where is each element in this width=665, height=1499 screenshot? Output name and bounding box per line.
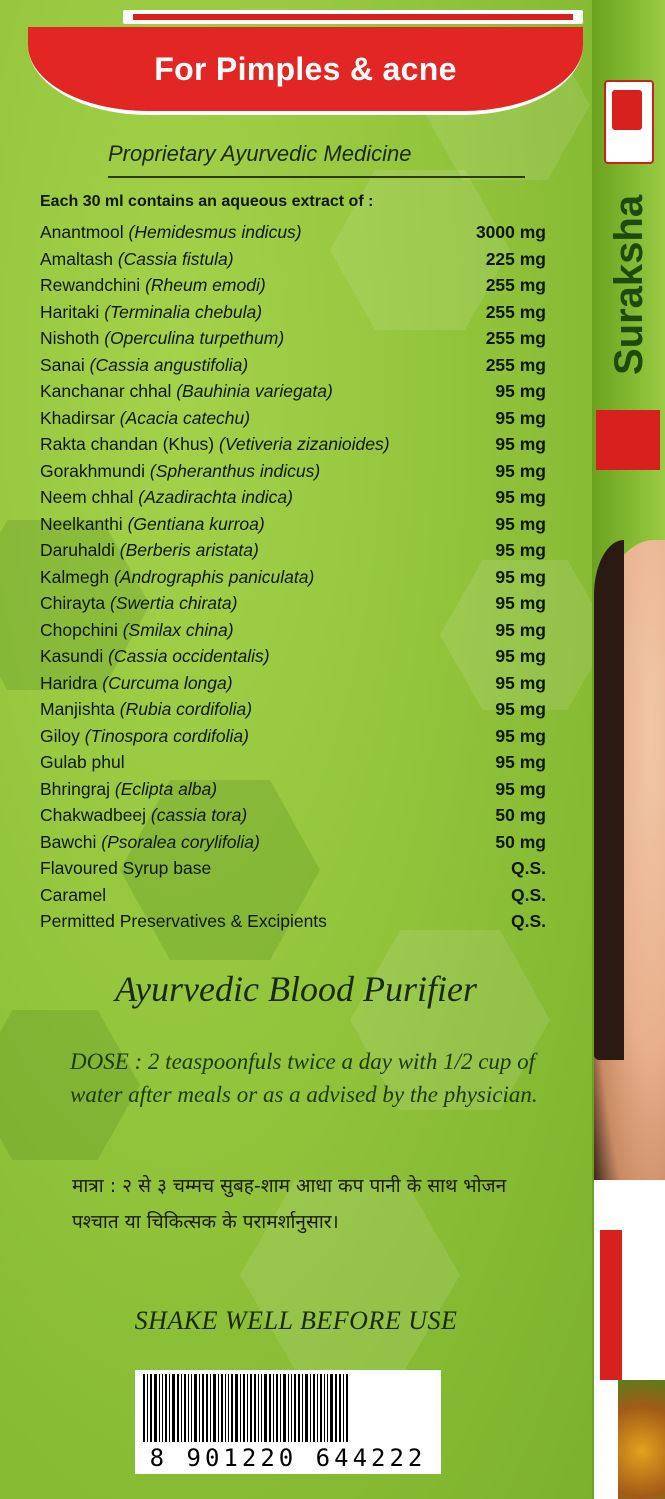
ingredient-quantity: 95 mg [495,646,546,666]
ingredient-quantity: 95 mg [495,699,546,719]
barcode-bar [298,1374,300,1442]
ingredient-row [40,328,546,355]
ingredient-latin-name: (Psoralea corylifolia) [101,831,260,852]
barcode-bar [264,1374,267,1442]
dose-instructions: DOSE : 2 teaspoonfuls twice a day with 1/2 cup of water after meals or as a advised by the physician. [70,1049,538,1107]
barcode-bar [188,1374,189,1442]
ingredient-name [40,381,333,402]
barcode-bar [154,1374,157,1442]
herbs-image [618,1380,665,1499]
ingredient-row [40,620,546,647]
ingredient-common-name: Nishoth [40,328,105,348]
ingredient-latin-name: (Rheum emodi) [145,275,266,295]
barcode-bar [317,1374,318,1442]
ingredient-name [40,593,237,614]
barcode-bar [305,1374,308,1442]
ingredient-common-name: Kanchanar chhal [40,381,177,401]
ingredient-latin-name: (Cassia angustifolia) [89,354,249,375]
ingredient-name [40,646,270,667]
barcode-bar [261,1374,262,1442]
ingredient-latin-name: (Cassia occidentalis) [108,646,270,666]
barcode-bar [335,1374,337,1442]
barcode-bar [250,1374,252,1442]
ingredient-common-name: Haritaki [40,301,105,322]
ingredient-latin-name: (Operculina turpethum) [104,328,285,348]
ingredient-common-name: Chakwadbeej [40,805,151,825]
ingredient-row [40,646,546,673]
brand-logo [604,80,654,164]
ingredient-common-name: Neelkanthi [40,513,128,534]
ingredient-name [40,355,248,376]
model-face-image [594,540,665,1180]
ingredient-name [40,408,250,429]
barcode-bar [343,1374,344,1442]
ingredient-common-name: Khadirsar [40,407,120,428]
ingredient-quantity: 225 mg [485,248,546,269]
ingredient-common-name: Gulab phul [40,752,125,772]
ingredient-row [40,832,546,859]
top-band [123,10,583,24]
barcode-bar [202,1374,204,1442]
ingredient-quantity: 95 mg [495,434,546,454]
barcode-bar [254,1374,256,1442]
ingredient-quantity: 95 mg [495,593,546,613]
ingredient-quantity: 95 mg [495,778,546,799]
barcode-bar [288,1374,289,1442]
ingredient-quantity: 95 mg [495,752,546,772]
ingredient-name [40,514,265,535]
barcode-bar [330,1374,333,1442]
ingredient-quantity: 95 mg [495,487,546,507]
barcode-bar [147,1374,148,1442]
ingredient-latin-name: (Tinospora cordifolia) [84,725,249,746]
ingredient-name [40,726,249,747]
ingredient-latin-name: (Azadirachta indica) [138,487,293,507]
barcode [135,1370,441,1474]
barcode-bar [247,1374,248,1442]
ingredient-row [40,275,546,302]
ingredient-row [40,381,546,408]
ingredient-name [40,620,234,641]
ingredient-quantity: 95 mg [495,513,546,534]
barcode-bar [240,1374,241,1442]
ingredient-latin-name: (Berberis aristata) [119,540,259,560]
ingredient-common-name: Permitted Preservatives & Excipients [40,911,327,931]
ingredient-quantity: 255 mg [485,301,546,322]
barcode-bar [162,1374,163,1442]
barcode-bar [191,1374,192,1442]
ingredient-name [40,673,233,694]
ingredient-quantity: 255 mg [485,275,546,295]
barcode-bar [235,1374,238,1442]
ingredient-name [40,275,266,296]
barcode-bar [143,1374,145,1442]
product-subtitle: Proprietary Ayurvedic Medicine [108,141,412,166]
ingredient-name [40,302,262,323]
ingredient-row [40,540,546,567]
barcode-bar [225,1374,226,1442]
barcode-bar [169,1374,170,1442]
ingredient-row [40,752,546,779]
barcode-bar [273,1374,274,1442]
ingredient-name [40,699,252,720]
ingredient-latin-name: (Curcuma longa) [102,672,233,693]
ingredient-name [40,752,125,773]
ingredient-common-name: Anantmool [40,222,129,242]
ingredient-row [40,408,546,435]
ingredient-row [40,911,546,938]
ingredient-quantity: 95 mg [495,619,546,640]
ingredient-name [40,461,320,482]
ingredient-quantity: Q.S. [510,884,546,905]
ingredient-common-name: Daruhaldi [40,540,120,560]
ingredient-name [40,567,314,588]
ingredient-quantity: 95 mg [495,460,546,481]
ingredient-latin-name: (Andrographis paniculata) [113,566,315,587]
ingredient-latin-name: (Swertia chirata) [110,593,238,613]
ingredient-common-name: Bawchi [40,831,102,852]
barcode-bar [184,1374,186,1442]
ingredient-row [40,673,546,700]
ingredient-common-name: Flavoured Syrup base [40,858,212,878]
barcode-bar [294,1374,296,1442]
barcode-bar [172,1374,175,1442]
ingredient-common-name: Manjishta [40,699,120,719]
ingredient-common-name: Chirayta [40,593,111,613]
ingredient-latin-name: (Terminalia chebula) [104,301,263,322]
ingredient-row [40,302,546,329]
ingredient-row [40,487,546,514]
ingredient-quantity: 95 mg [495,672,546,693]
ingredient-name [40,858,211,879]
barcode-bar [213,1374,216,1442]
ingredient-row [40,699,546,726]
subtitle-underline [108,176,525,178]
barcode-bar [231,1374,233,1442]
ingredient-latin-name: (Vetiveria zizanioides) [219,434,390,454]
side-brand-name: Suraksha [607,194,651,376]
ingredient-name [40,805,247,826]
ingredient-latin-name: (Rubia cordifolia) [119,699,253,719]
barcode-bars [143,1374,433,1442]
ingredient-common-name: Gorakhmundi [40,460,150,481]
ingredient-quantity: 95 mg [495,407,546,428]
ingredient-common-name: Chopchini [40,619,123,640]
barcode-bar [327,1374,328,1442]
ingredient-common-name: Rakta chandan (Khus) [40,434,219,454]
barcode-bar [269,1374,271,1442]
ingredient-name [40,911,327,932]
ingredient-quantity: 95 mg [495,540,546,560]
ingredient-common-name: Giloy [40,725,85,746]
ingredient-quantity: 95 mg [495,566,546,587]
dose-instructions-hindi: मात्रा : २ से ३ चम्मच सुबह-शाम आधा कप पानी के साथ भोजन पश्चात या चिकित्सक के परामर्शानुसार। [72,1175,507,1233]
side-red-label [596,410,660,470]
ingredient-latin-name: (Spheranthus indicus) [149,460,321,481]
ingredient-common-name: Kalmegh [40,566,114,587]
ingredient-latin-name: (Eclipta alba) [114,778,218,799]
barcode-number: 8 901220 644222 [149,1444,427,1472]
ingredient-name [40,779,217,800]
ingredient-name [40,540,259,561]
ingredient-common-name: Rewandchini [40,275,146,295]
ingredient-latin-name: (Acacia catechu) [119,407,251,428]
barcode-bar [199,1374,200,1442]
ingredient-common-name: Kasundi [40,646,109,666]
ingredient-name [40,487,293,508]
barcode-bar [194,1374,197,1442]
ingredient-quantity: 95 mg [495,381,546,401]
ingredient-name [40,885,106,906]
ingredient-row [40,434,546,461]
contains-heading: Each 30 ml contains an aqueous extract of : [40,193,374,210]
ingredient-quantity: 255 mg [485,354,546,375]
side-lower-red-label [600,1230,622,1380]
ingredient-row [40,726,546,753]
barcode-bar [206,1374,208,1442]
barcode-bar [346,1374,348,1442]
ingredient-quantity: 50 mg [495,805,546,825]
tagline: Ayurvedic Blood Purifier [115,969,477,1009]
ingredient-name [40,328,284,349]
ingredient-quantity: 255 mg [485,328,546,348]
barcode-bar [177,1374,179,1442]
barcode-bar [150,1374,152,1442]
ingredient-name [40,434,390,455]
barcode-bar [159,1374,160,1442]
ingredient-latin-name: (cassia tora) [150,805,248,825]
ingredient-name [40,832,260,853]
barcode-bar [302,1374,303,1442]
barcode-bar [221,1374,223,1442]
ingredient-row [40,461,546,488]
ingredient-common-name: Sanai [40,354,90,375]
ingredient-quantity: 50 mg [495,831,546,852]
ingredient-quantity: 95 mg [495,725,546,746]
barcode-bar [165,1374,167,1442]
ingredient-common-name: Caramel [40,884,107,905]
barcode-bar [210,1374,211,1442]
ingredient-name [40,222,302,243]
barcode-bar [283,1374,286,1442]
ingredient-common-name: Bhringraj [40,778,115,799]
barcode-bar [280,1374,281,1442]
shake-warning: SHAKE WELL BEFORE USE [134,1306,458,1335]
ingredient-row [40,514,546,541]
barcode-bar [291,1374,292,1442]
ingredient-row [40,779,546,806]
barcode-bar [313,1374,315,1442]
barcode-bar [339,1374,341,1442]
ingredient-row [40,885,546,912]
ingredient-latin-name: (Hemidesmus indicus) [128,222,302,242]
ingredient-row [40,805,546,832]
barcode-bar [310,1374,311,1442]
ingredient-row [40,593,546,620]
ingredient-common-name: Amaltash [40,248,118,269]
barcode-bar [324,1374,325,1442]
ingredients-list [40,222,546,938]
ingredient-quantity: 3000 mg [475,222,546,242]
ingredient-latin-name: (Gentiana kurroa) [127,513,265,534]
barcode-bar [276,1374,278,1442]
barcode-bar [228,1374,229,1442]
pimples-banner [28,27,583,115]
ingredient-quantity: Q.S. [510,858,546,878]
ingredient-row [40,249,546,276]
barcode-bar [218,1374,219,1442]
ingredient-row [40,858,546,885]
ingredient-quantity: Q.S. [510,911,546,931]
ingredient-row [40,567,546,594]
ingredient-name [40,249,234,270]
barcode-bar [243,1374,245,1442]
ingredient-common-name: Neem chhal [40,487,139,507]
ingredient-row [40,355,546,382]
barcode-bar [181,1374,182,1442]
barcode-bar [258,1374,259,1442]
ingredient-latin-name: (Bauhinia variegata) [176,381,333,401]
barcode-bar [320,1374,322,1442]
ingredient-latin-name: (Cassia fistula) [117,248,234,269]
ingredient-row [40,222,546,249]
ingredient-common-name: Haridra [40,672,103,693]
ingredient-latin-name: (Smilax china) [122,619,234,640]
banner-text: For Pimples & acne [154,50,457,87]
